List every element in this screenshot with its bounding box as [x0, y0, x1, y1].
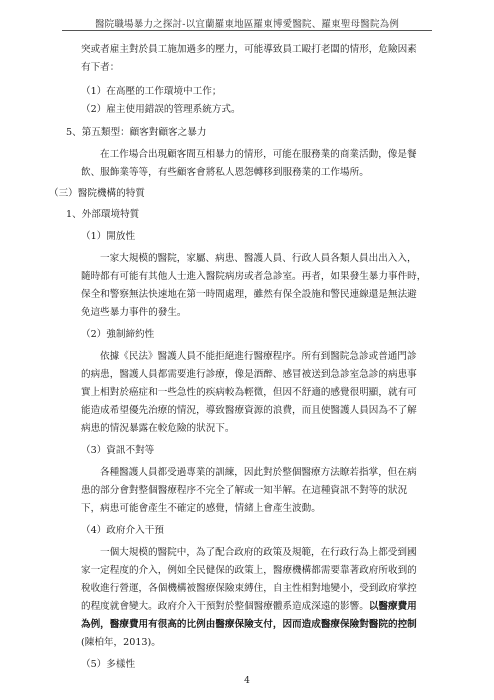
- section-heading: （三）醫院機構的特質: [49, 188, 145, 199]
- plain-text: 的程度就會變大。政府介入干預對於整個醫療體系造成深遠的影響。: [81, 601, 369, 612]
- paragraph-line: 依據《民法》醫護人員不能拒絕進行醫療程序。所有到醫院急診或普通門診: [100, 351, 417, 362]
- paragraph-line: 下，病患可能會產生不確定的感覺，情緒上會產生波動。: [81, 503, 321, 514]
- paragraph-line: 的病患，醫護人員都需要進行診療，像是酒醉、感冒被送到急診室急診的病患事: [81, 369, 417, 380]
- paragraph-line: 飲、服飾業等等，有些顧客會將私人恩怨轉移到服務業的工作場所。: [81, 167, 369, 178]
- running-header: 醫院職場暴力之探討-以宜蘭羅東地區羅東博愛醫院、羅東聖母醫院為例: [94, 19, 400, 30]
- page-number: 4: [244, 676, 250, 686]
- citation-line: (陳柏年，2013)。: [81, 637, 161, 648]
- paragraph-line: 病患的情況暴露在較危險的狀況下。: [81, 423, 235, 434]
- item-heading: （3）資訊不對等: [81, 445, 155, 456]
- header-rule: [62, 30, 432, 31]
- paragraph-line: 隨時都有可能有其他人士進入醫院病房或者急診室。再者，如果發生暴力事件時，: [81, 271, 427, 282]
- paragraph-line: 家一定程度的介入，例如全民健保的政策上，醫療機構都需要靠著政府所收到的: [81, 565, 417, 576]
- paragraph-line: 實上相對於癌症和一些急性的疾病較為輕微，但因不舒適的感覺很明顯，就有可: [81, 387, 417, 398]
- bold-paragraph-line: 為例，醫療費用有很高的比例由醫療保險支付，因而造成醫療保險對醫院的控制: [81, 619, 417, 630]
- item-heading: （2）強制締約性: [81, 329, 155, 340]
- item-heading: （1）開放性: [81, 231, 136, 242]
- paragraph-line: 突或者雇主對於員工施加過多的壓力，可能導致員工毆打老闆的情形，危險因素: [81, 44, 417, 55]
- paragraph-line: 免這些暴力事件的發生。: [81, 307, 187, 318]
- paragraph-line: [81, 600, 417, 613]
- paragraph-line: 患的部分會對整個醫療程序不完全了解或一知半解。在這種資訊不對等的狀況: [81, 485, 408, 496]
- item-heading: （4）政府介入干預: [81, 525, 164, 536]
- paragraph-line: 各種醫護人員都受過專業的訓練，因此對於整個醫療方法瞭若指掌，但在病: [100, 467, 417, 478]
- list-item: （1）在高壓的工作環境中工作；: [81, 86, 222, 97]
- paragraph-line: 一家大規模的醫院，家屬、病患、醫護人員、行政人員各類人員出出入入，: [100, 253, 417, 264]
- paragraph-line: 保全和警察無法快速地在第一時間處理，雖然有保全設施和警民連線還是無法避: [81, 289, 417, 300]
- paragraph-line: 能造成希望優先治療的情況，導致醫療資源的浪費，而且使醫護人員因為不了解: [81, 405, 417, 416]
- subsection-heading: 5、第五類型：顧客對顧客之暴力: [66, 127, 207, 138]
- bold-text: 以醫療費用: [368, 601, 417, 612]
- paragraph-line: 在工作場合出現顧客間互相暴力的情形，可能在服務業的商業活動，像是餐: [100, 149, 417, 160]
- item-heading: （5）多樣性: [81, 659, 136, 670]
- paragraph-line: 有下者：: [81, 62, 120, 73]
- paragraph-line: 稅收進行營運，各個機構被醫療保險束縛住，自主性相對地變小，受到政府掌控: [81, 583, 417, 594]
- subsection-heading: 1、外部環境特質: [66, 209, 140, 220]
- paragraph-line: 一個大規模的醫院中，為了配合政府的政策及規範，在行政行為上都受到國: [100, 547, 417, 558]
- list-item: （2）雇主使用錯誤的管理系統方式。: [81, 104, 241, 115]
